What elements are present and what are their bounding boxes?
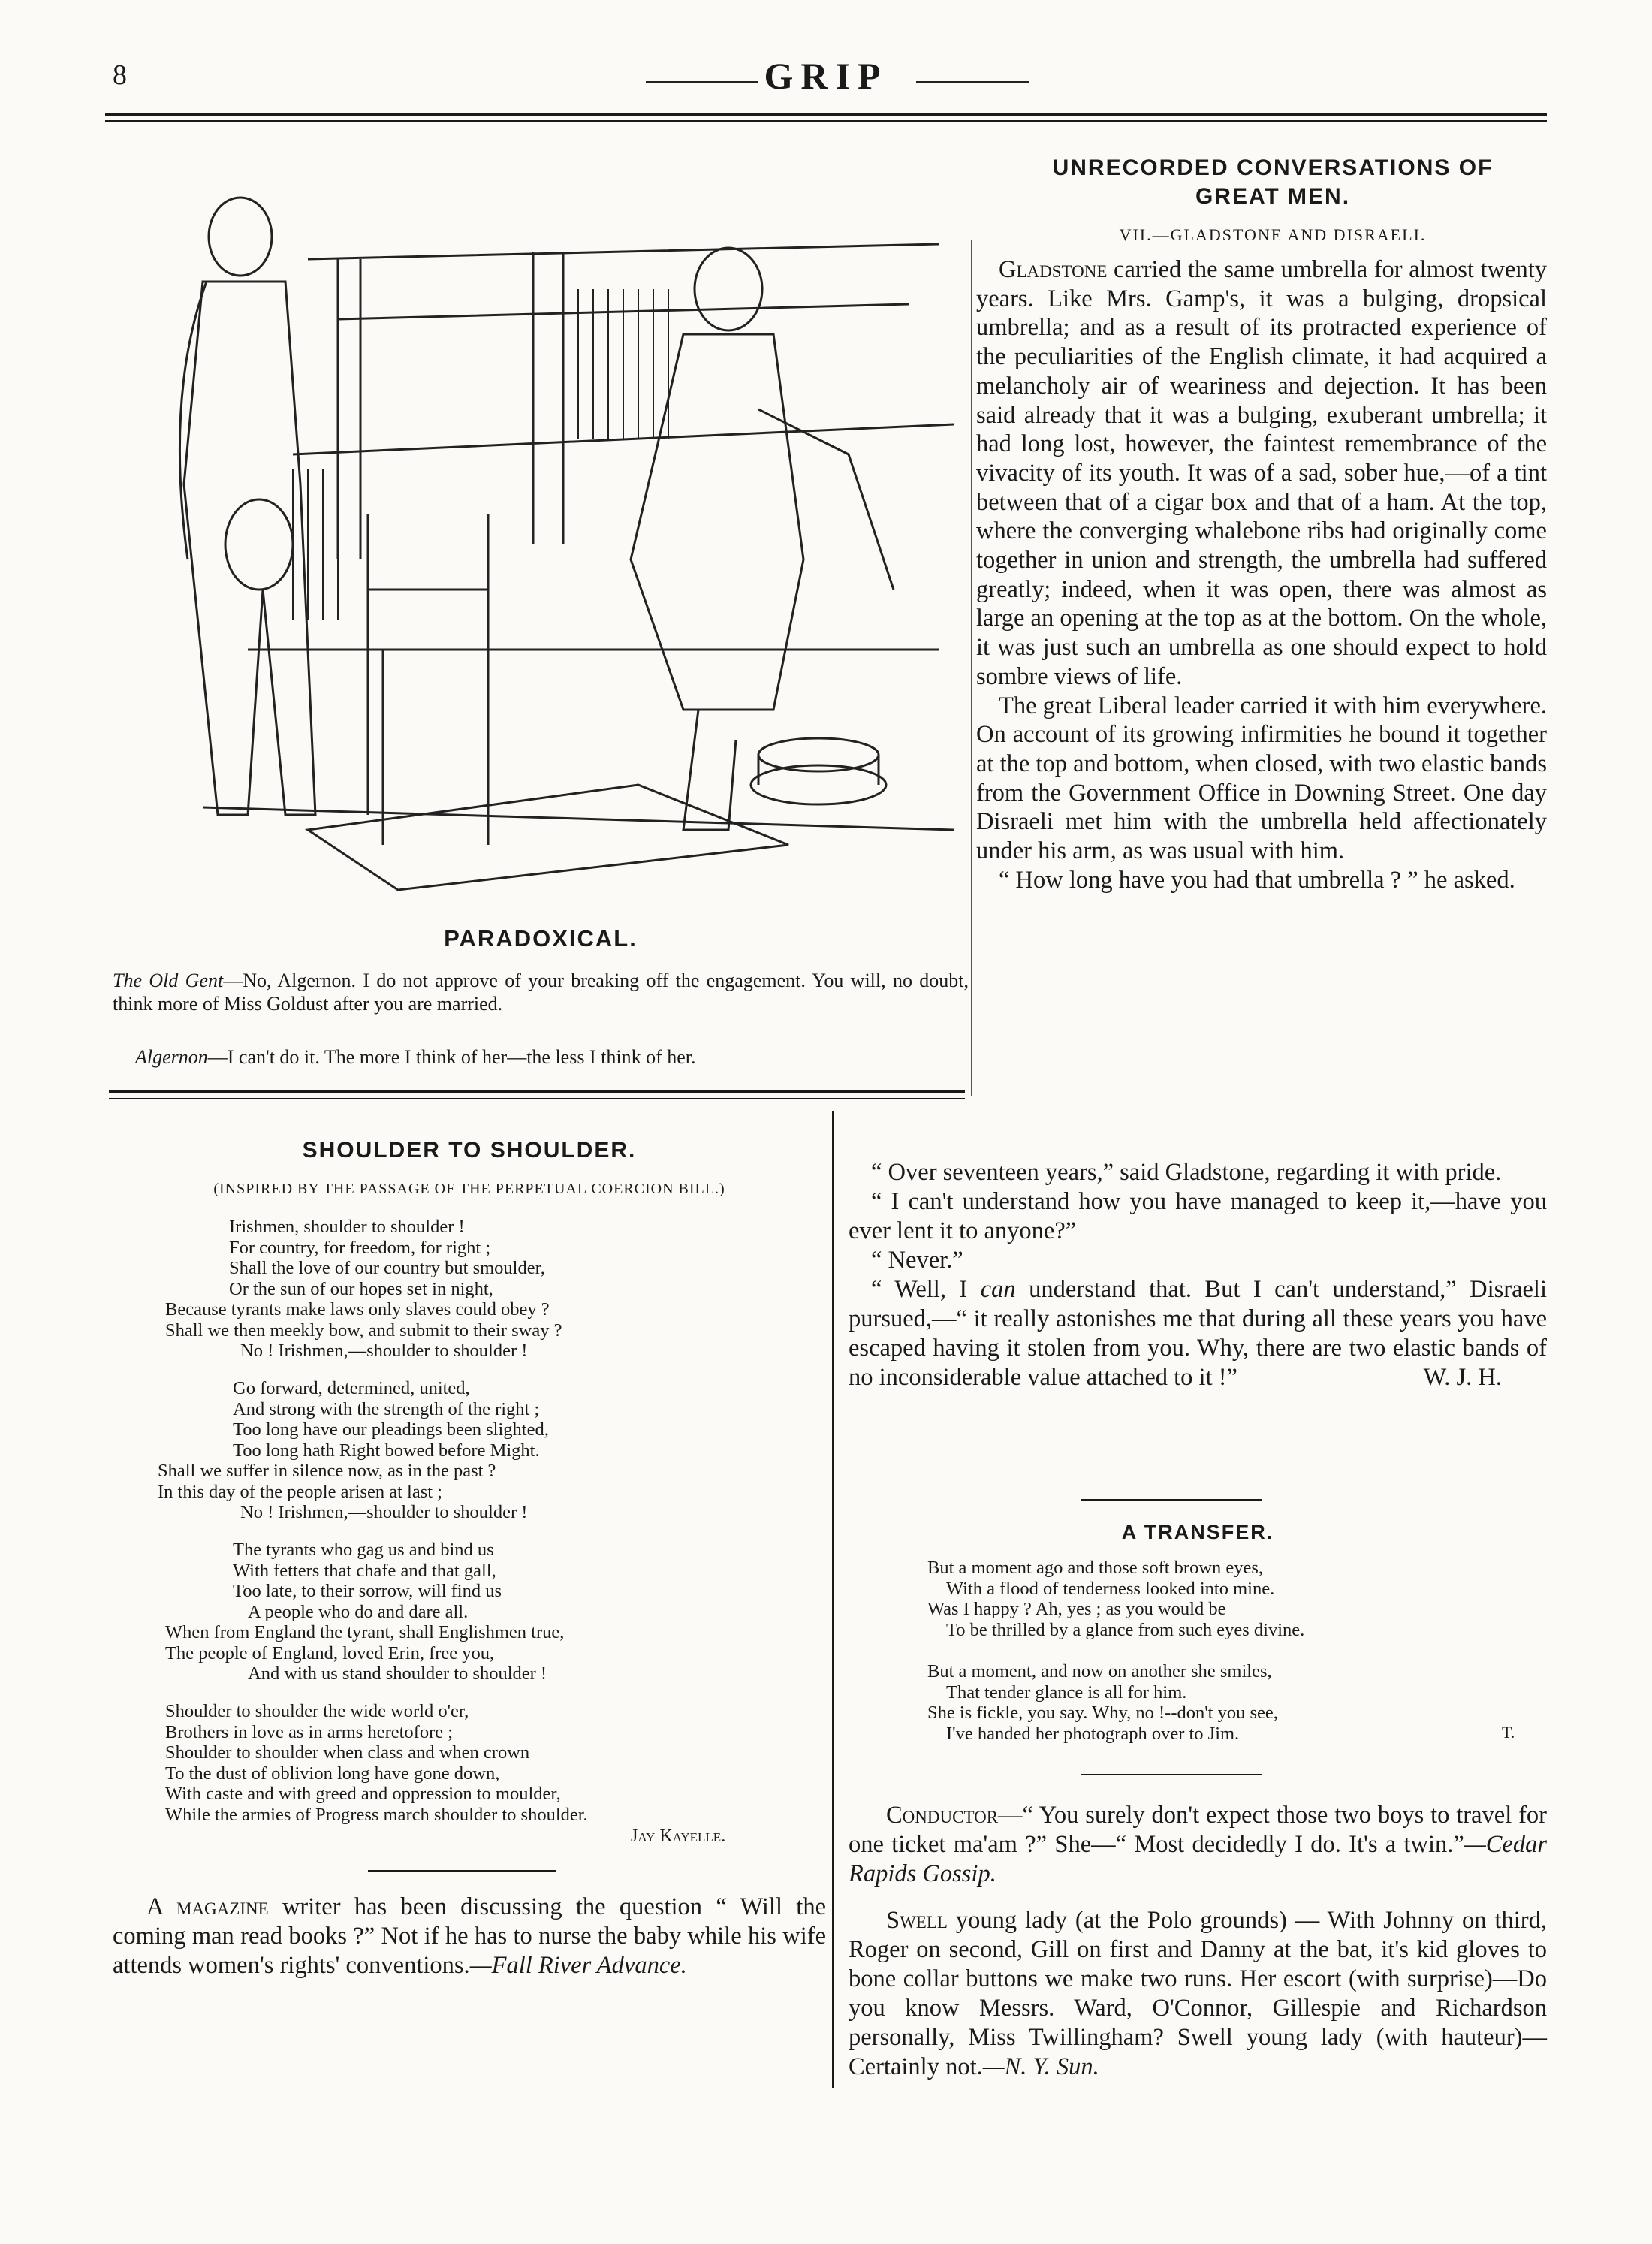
article-title [991,154,1554,211]
column-divider-upper [971,240,972,1096]
article-paragraph: “ Never.” [871,1247,963,1274]
paragraph-text: carried the same umbrella for almost twenty years. Like Mrs. Gamp's, it was a bulging, dropsical umbrella; and as a result of its protracted experience of the peculiarities of the English climate, it had acquired a melancholy air of weariness and dejection. It has been said already that it was a bulging, exuberant umbrella; it had long lost, however, the faintest remembrance of the vivacity of its youth. It was of a sad, sober hue,—of a tint between that of a cigar box and that of a ham. At the top, where the converging whalebone ribs had originally come together in union and strength, the umbrella had suffered greatly; indeed, when it was open, there was almost as large an opening at the top as at the bottom. On the whole, it was just such an umbrella as one should expect to hold sombre views of life. [976,256,1547,690]
header-rule [105,113,1547,116]
poem-line: While the armies of Progress march shoulder to shoulder. [165,1804,588,1825]
cartoon-caption-1 [113,969,969,1015]
poem2-author: T. [1502,1723,1515,1742]
caption-text: —I can't do it. The more I think of her—the less I think of her. [207,1046,696,1068]
poem1-author: Jay Kayelle. [631,1826,726,1846]
poem-line: Shall the love of our country but smoulder, [229,1258,545,1278]
emphasis: can [980,1276,1016,1303]
source-credit: —Fall River Advance. [469,1952,687,1979]
page-number: 8 [113,59,127,91]
poem-line: That tender glance is all for him. [946,1681,1187,1703]
cartoon-illustration [113,169,969,912]
poem-line: No ! Irishmen,—shoulder to shoulder ! [240,1341,528,1361]
poem1-subtitle: (INSPIRED BY THE PASSAGE OF THE PERPETUAL COERCION BILL.) [213,1181,725,1197]
paragraph-text: “ Well, I [871,1276,981,1303]
short-rule [1081,1499,1262,1501]
poem-line: A people who do and dare all. [248,1601,469,1622]
header-rule-thin [105,120,1547,122]
poem-line: Shoulder to shoulder when class and when crown [165,1742,530,1763]
poem1-stanza-1 [165,1217,826,1362]
conductor-item [849,1801,1547,1889]
paragraph-text: young lady (at the Polo grounds) — With Johnny on third, Roger on second, Gill on first and Danny at the bat, it's kid gloves to bone collar buttons we make two runs. Her escort (with surprise)—Do you know Messrs. Ward, O'Connor, Gillespie and Richardson personally, Miss Twillingham? Swell young lady (with hauteur)—Certainly not. [849,1907,1547,2080]
speaker-name: Algernon [135,1046,208,1068]
article-paragraph [976,255,1547,692]
poem-line: Too late, to their sorrow, will find us [233,1581,502,1601]
poem1-stanza-2 [158,1378,818,1523]
article-subtitle: VII.—GLADSTONE AND DISRAELI. [1119,225,1427,244]
source-credit: —N. Y. Sun. [982,2053,1099,2080]
poem-line: She is fickle, you say. Why, no !--don't you see, [927,1703,1278,1723]
masthead: GRIP [764,55,888,97]
poem-line: But a moment, and now on another she smiles, [927,1661,1272,1681]
poem-line: Shoulder to shoulder the wide world o'er, [165,1701,469,1721]
poem-line: Go forward, determined, united, [233,1378,470,1398]
article-paragraph: The great Liberal leader carried it with him everywhere. On account of its growing infirmities he bound it together at the top and bottom, when closed, with two elastic bands from the Government Office in Downing Street. One day Disraeli met him with the umbrella held affectionately under his arm, as was usual with him. [976,692,1547,865]
poem-line: In this day of the people arisen at last ; [158,1481,442,1502]
poem-line: Brothers in love as in arms heretofore ; [165,1721,454,1742]
column-divider-lower [832,1111,834,2088]
poem1-stanza-3 [165,1540,826,1685]
poem-line: Because tyrants make laws only slaves could obey ? [165,1299,550,1320]
poem2-title: A TRANSFER. [1121,1521,1274,1543]
section-rule-thin [109,1098,965,1099]
article-continuation [849,1158,1547,1392]
poem-line: With a flood of tenderness looked into mine. [946,1578,1275,1599]
article-title-line2: GREAT MEN. [1195,184,1351,209]
poem-line: Too long have our pleadings been slighted, [233,1419,549,1440]
article-paragraph: “ How long have you had that umbrella ? ” he asked. [999,866,1515,894]
poem2-stanza-2 [927,1661,1528,1744]
poem-line: With fetters that chafe and that gall, [233,1560,496,1581]
magazine-item [113,1893,826,1980]
cartoon-caption-2 [135,1045,969,1069]
lead-word: Gladstone [999,256,1108,283]
swell-item [849,1906,1547,2082]
poem-line: Irishmen, shoulder to shoulder ! [229,1217,465,1237]
poem-line: Was I happy ? Ah, yes ; as you would be [927,1599,1226,1619]
paragraph-text: understand that. But I can't understand,” Disraeli pursued,—“ it really astonishes me that during all these years you have escaped having it stolen from you. Why, there are two elastic bands of no inconsiderable value attached to it !” [849,1276,1547,1391]
poem-line: For country, for freedom, for right ; [229,1237,491,1258]
poem-line: I've handed her photograph over to Jim. [946,1723,1240,1744]
article-title-line1: UNRECORDED CONVERSATIONS OF [1052,155,1494,180]
poem-line: But a moment ago and those soft brown eyes, [927,1558,1264,1578]
poem2-stanza-1 [927,1558,1528,1640]
source-credit: —Cedar Rapids Gossip. [849,1831,1547,1887]
poem-line: The people of England, loved Erin, free you, [165,1642,495,1663]
poem-line: Shall we then meekly bow, and submit to their sway ? [165,1320,562,1341]
paragraph-text: writer has been discussing the question “ Will the coming man read books ?” Not if he has to nurse the baby while his wife attends women's rights' conventions. [113,1893,826,1979]
poem-line: To the dust of oblivion long have gone down, [165,1763,500,1784]
poem1-title: SHOULDER TO SHOULDER. [302,1138,637,1163]
poem1-stanza-4 [165,1701,826,1825]
article-signature: W. J. H. [1423,1364,1502,1391]
poem-line: And strong with the strength of the right ; [233,1398,540,1419]
paragraph-text: —“ You surely don't expect those two boys to travel for one ticket ma'am ?” She—“ Most decidedly I do. It's a twin.” [849,1802,1547,1858]
poem-line: No ! Irishmen,—shoulder to shoulder ! [240,1502,528,1522]
lead-word: Conductor [886,1802,999,1829]
poem-line: Or the sun of our hopes set in night, [229,1278,493,1299]
article-body [976,255,1547,894]
poem-line: The tyrants who gag us and bind us [233,1540,494,1560]
poem-line: To be thrilled by a glance from such eyes divine. [946,1619,1305,1640]
section-rule [109,1090,965,1093]
poem-line: And with us stand shoulder to shoulder ! [248,1663,547,1684]
short-rule [368,1870,556,1872]
poem-line: When from England the tyrant, shall Englishmen true, [165,1622,565,1642]
lead-word: Swell [886,1907,948,1934]
poem-line: Too long hath Right bowed before Might. [233,1440,540,1461]
cartoon-title: PARADOXICAL. [444,925,638,952]
poem-line: Shall we suffer in silence now, as in the past ? [158,1461,496,1481]
short-rule [1081,1774,1262,1775]
poem-line: With caste and with greed and oppression to moulder, [165,1784,561,1804]
speaker-name: The Old Gent [113,970,224,991]
article-paragraph: “ Over seventeen years,” said Gladstone, regarding it with pride. [871,1159,1502,1186]
lead-word: A magazine [146,1893,269,1920]
caption-text: —No, Algernon. I do not approve of your breaking off the engagement. You will, no doubt, think more of Miss Goldust after you are married. [113,970,969,1015]
article-paragraph: “ I can't understand how you have managed to keep it,—have you ever lent it to anyone?” [849,1188,1547,1244]
